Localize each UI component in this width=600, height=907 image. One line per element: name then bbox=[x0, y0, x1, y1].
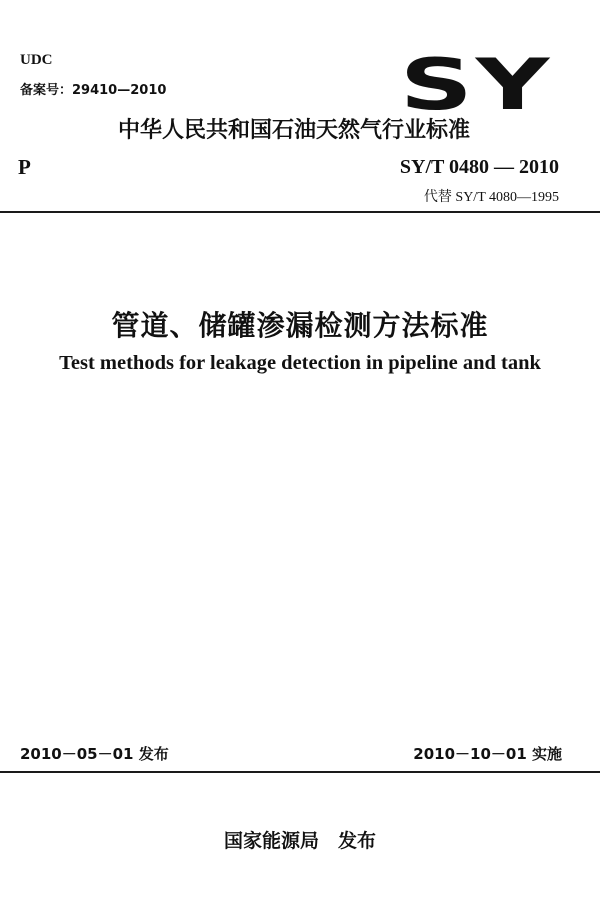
udc-label: UDC bbox=[20, 52, 53, 68]
title-english: Test methods for leakage detection in pipeline and tank bbox=[59, 352, 541, 374]
category-code: P bbox=[18, 155, 31, 179]
header-divider bbox=[0, 211, 600, 213]
issue-date: 2010－05－01 发布 bbox=[20, 745, 169, 763]
standard-number: SY/T 0480 — 2010 bbox=[399, 156, 559, 178]
sy-logo: SY bbox=[399, 44, 552, 126]
title-chinese: 管道、储罐渗漏检测方法标准 bbox=[111, 309, 489, 342]
implementation-date: 2010－10－01 实施 bbox=[413, 745, 562, 763]
industry-standard-heading: 中华人民共和国石油天然气行业标准 bbox=[118, 118, 471, 143]
publisher: 国家能源局 发布 bbox=[223, 830, 376, 852]
replaces-standard: 代替 SY/T 4080—1995 bbox=[423, 190, 559, 205]
footer-divider bbox=[0, 771, 600, 773]
record-number: 备案号：29410—2010 bbox=[20, 83, 167, 98]
